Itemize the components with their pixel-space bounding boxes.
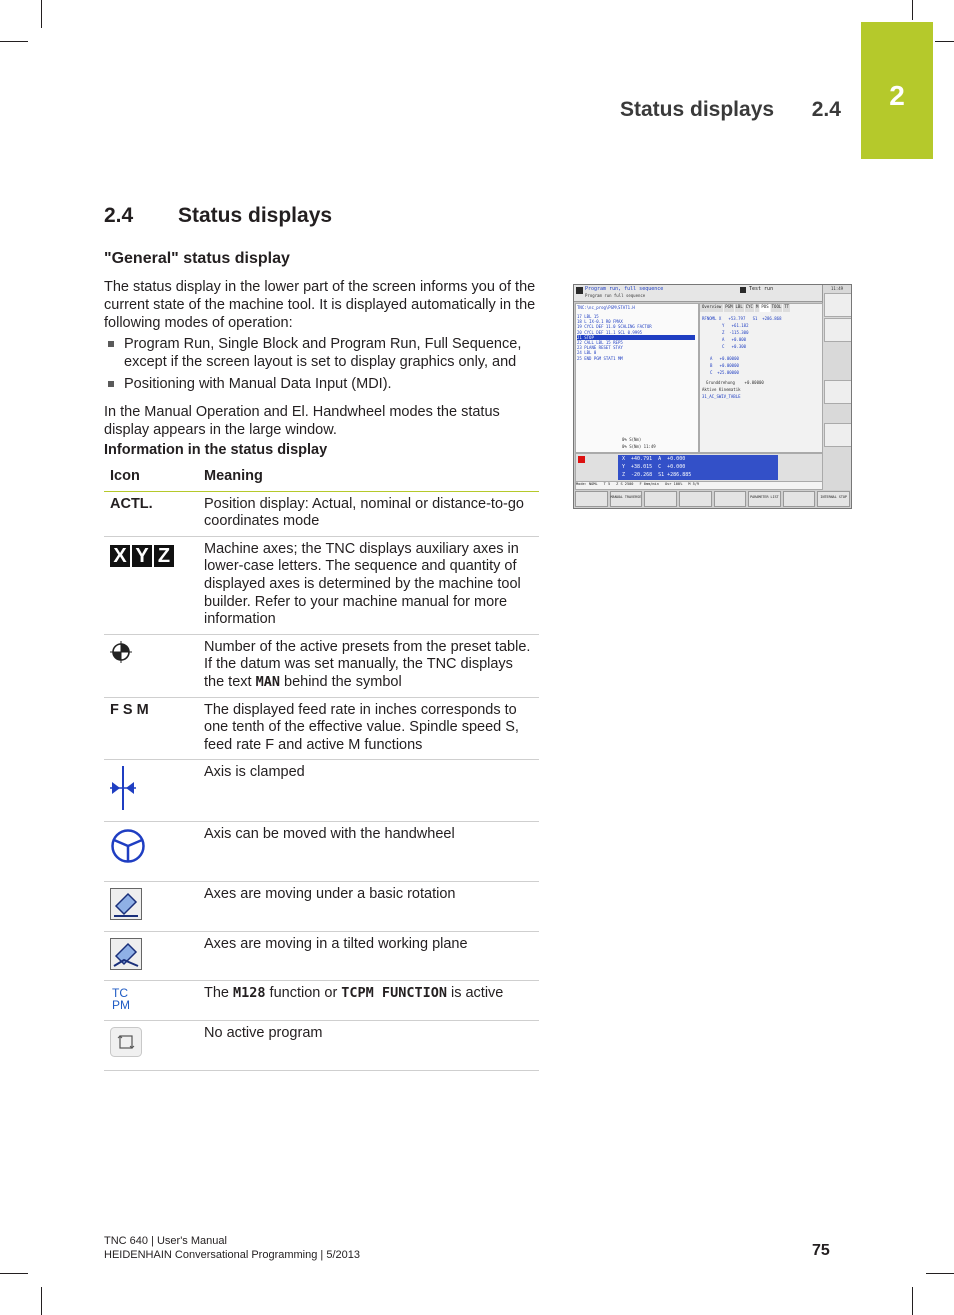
icon-cell xyxy=(104,931,198,981)
softkey-parameter-list[interactable]: PARAMETER LIST xyxy=(748,491,781,507)
readout-line: C +0.300 xyxy=(722,344,747,349)
readout-line: RFNOML X +53.797 S1 +286.868 xyxy=(702,316,782,321)
sidebar-softkey xyxy=(824,318,852,342)
status-tabs xyxy=(700,304,822,312)
tnc-screenshot xyxy=(573,284,852,509)
axis-value: B +0.00000 xyxy=(710,363,739,368)
icon-cell xyxy=(104,760,198,822)
softkey[interactable] xyxy=(679,491,712,507)
status-item: T 5 xyxy=(603,482,611,486)
basic-rotation-icon xyxy=(110,888,142,920)
table-row xyxy=(104,1020,539,1070)
tab-cyc[interactable]: CYC xyxy=(745,304,754,312)
table-row xyxy=(104,697,539,760)
table-header-row xyxy=(104,463,539,491)
right-sidebar xyxy=(822,285,852,508)
status-panel xyxy=(699,303,823,453)
table-row xyxy=(104,491,539,536)
table-row xyxy=(104,821,539,881)
crop-mark xyxy=(41,0,42,28)
code-text: M128 xyxy=(233,985,266,1002)
program-line: 20 CYCL DEF 11.1 SCL 0.9995 xyxy=(577,329,643,335)
kinematics-value: 31_AC_SWIV_TABLE xyxy=(702,394,741,399)
icon-cell xyxy=(104,536,198,634)
section-number: 2.4 xyxy=(104,204,134,227)
readout-line: Z -115.300 xyxy=(722,330,749,335)
crop-mark xyxy=(41,1287,42,1315)
sidebar-softkey xyxy=(824,423,852,447)
table-row xyxy=(104,634,539,697)
code-text: TCPM FUNCTION xyxy=(341,985,447,1002)
position-row: Z -20.268 S1 +286.885 xyxy=(622,472,692,478)
test-run-label: Test run xyxy=(749,286,774,292)
stop-icon xyxy=(576,287,583,294)
icon-cell: F S M xyxy=(104,697,198,760)
meaning-cell: Machine axes; the TNC displays auxiliary axes in lower-case letters. The sequence and quantity of displayed axes is determined by the machine tool builder. Refer to your machine manual for more information xyxy=(198,536,539,634)
meaning-cell: The displayed feed rate in inches corresponds to one tenth of the effective value. Spindle speed S, feed rate F and active M functions xyxy=(198,697,539,760)
tab-tt[interactable]: TT xyxy=(783,304,790,312)
program-line: 25 END PGM STAT1 MM xyxy=(577,355,623,361)
softkey-internal-stop[interactable]: INTERNAL STOP xyxy=(817,491,850,507)
program-line: 18 L IX-0.1 R0 FMAX xyxy=(577,319,623,325)
meaning-cell: Number of the active presets from the preset table. If the datum was set manually, the TNC displays the text MAN behind the symbol xyxy=(198,634,539,697)
running-header-section: 2.4 xyxy=(811,98,841,121)
mode-list xyxy=(104,335,544,397)
axis-value: A +0.00000 xyxy=(710,356,739,361)
program-line-active: 21 STOP xyxy=(577,335,695,340)
tab-pos[interactable]: POS xyxy=(760,304,769,312)
table-row xyxy=(104,760,539,822)
basic-rotation-readout: Grunddrehung +0.00000 xyxy=(706,380,764,385)
icon-cell xyxy=(104,881,198,931)
table-caption: Information in the status display xyxy=(104,442,328,458)
list-item: Program Run, Single Block and Program Run, Full Sequence, except if the screen layout is set to display graphics only, and xyxy=(104,335,544,371)
meaning-cell: The M128 function or TCPM FUNCTION is active xyxy=(198,981,539,1021)
program-line: 22 CALL LBL 15 REP5 xyxy=(577,340,623,346)
tab-m[interactable]: M xyxy=(755,304,759,312)
meaning-cell: No active program xyxy=(198,1020,539,1070)
list-item: Positioning with Manual Data Input (MDI). xyxy=(104,375,544,393)
status-item: F 0mm/min xyxy=(639,482,659,486)
softkey[interactable] xyxy=(783,491,816,507)
program-line: 17 LBL 15 xyxy=(577,314,599,319)
alarm-icon xyxy=(578,456,585,463)
crop-mark xyxy=(912,0,913,20)
crop-mark xyxy=(0,41,28,42)
program-line: 24 LBL 0 xyxy=(577,350,597,356)
meaning-cell: Axis can be moved with the handwheel xyxy=(198,821,539,881)
icon-cell xyxy=(104,1020,198,1070)
time-line: 0% S(Nm) xyxy=(622,437,642,442)
axis-value: C +25.00000 xyxy=(710,370,739,375)
status-bar xyxy=(575,481,823,490)
intro-paragraph: The status display in the lower part of the screen informs you of the current state of the machine tool. It is displayed automatically in the following modes of operation: xyxy=(104,279,536,331)
sidebar-softkey xyxy=(824,380,852,404)
axis-letter: X xyxy=(110,545,130,567)
icon-cell: ACTL. xyxy=(104,491,198,536)
readout-line: A +0.000 xyxy=(722,337,747,342)
handwheel-paragraph: In the Manual Operation and El. Handwheel modes the status display appears in the large window. xyxy=(104,404,500,438)
subsection-heading: "General" status display xyxy=(104,250,290,267)
page-number: 75 xyxy=(812,1242,830,1259)
axis-letter: Z xyxy=(154,545,174,567)
tab-tool[interactable]: TOOL xyxy=(771,304,783,312)
meaning-cell: Axis is clamped xyxy=(198,760,539,822)
icon-cell xyxy=(104,634,198,697)
page-footer xyxy=(104,1234,360,1262)
clock: 11:49 xyxy=(831,286,844,291)
status-info-table xyxy=(104,463,539,1071)
tab-overview[interactable]: Overview xyxy=(700,304,723,312)
meaning-cell: Axes are moving under a basic rotation xyxy=(198,881,539,931)
program-lines xyxy=(577,314,695,361)
section-heading xyxy=(104,204,332,228)
column-header-icon: Icon xyxy=(104,463,198,491)
tab-lbl[interactable]: LBL xyxy=(735,304,744,312)
sidebar-softkey xyxy=(824,293,852,317)
footer-line: TNC 640 | User's Manual xyxy=(104,1235,227,1247)
status-item: Mode: NOML xyxy=(576,482,598,486)
tab-pgm[interactable]: PGM xyxy=(724,304,733,312)
xyz-axes-icon xyxy=(110,545,174,567)
icon-cell xyxy=(104,981,198,1021)
test-run-icon xyxy=(740,287,746,293)
chapter-number: 2 xyxy=(889,80,905,111)
time-line: 0% S(Nm) 11:49 xyxy=(622,444,656,449)
running-header xyxy=(620,98,841,122)
chapter-tab xyxy=(861,22,933,159)
handwheel-icon xyxy=(110,828,146,864)
readout-line: Y +61.182 xyxy=(722,323,749,328)
mode-title: Program run, full sequence xyxy=(585,286,664,292)
table-row xyxy=(104,536,539,634)
meaning-cell: Position display: Actual, nominal or distance-to-go coordinates mode xyxy=(198,491,539,536)
status-item: Ovr 100% xyxy=(664,482,683,486)
mode-header xyxy=(574,285,822,302)
file-path: TNC:\nc_prog\PGM\STAT1.H xyxy=(577,305,635,310)
crop-mark xyxy=(912,1287,913,1315)
running-header-title: Status displays xyxy=(620,98,775,121)
program-line: 19 CYCL DEF 11.0 SCALING FACTOR xyxy=(577,324,652,330)
softkey-manual-traverse[interactable]: MANUAL TRAVERSE xyxy=(610,491,643,507)
position-row: Y +38.015 C +0.000 xyxy=(622,464,686,470)
softkey[interactable] xyxy=(644,491,677,507)
axis-clamped-icon xyxy=(110,766,136,810)
footer-line: HEIDENHAIN Conversational Programming | 5/2013 xyxy=(104,1249,360,1261)
kinematics-label: Aktive Kinematik xyxy=(702,387,741,392)
section-title: Status displays xyxy=(178,204,333,227)
softkey[interactable] xyxy=(714,491,747,507)
status-item: Z S 2500 xyxy=(616,482,634,486)
table-row xyxy=(104,881,539,931)
table-row xyxy=(104,981,539,1021)
crop-mark xyxy=(0,1273,28,1274)
tilted-plane-icon xyxy=(110,938,142,970)
program-line: 23 PLANE RESET STAY xyxy=(577,345,623,351)
icon-cell xyxy=(104,821,198,881)
table-row xyxy=(104,931,539,981)
no-program-icon xyxy=(110,1027,142,1057)
softkey[interactable] xyxy=(575,491,608,507)
program-panel xyxy=(575,303,699,453)
crop-mark xyxy=(926,1273,954,1274)
code-text: MAN xyxy=(255,673,280,690)
meaning-cell: Axes are moving in a tilted working plane xyxy=(198,931,539,981)
preset-datum-icon xyxy=(110,641,132,663)
position-row: X +40.791 A +0.000 xyxy=(622,456,686,462)
axis-letter: Y xyxy=(132,545,152,567)
position-display xyxy=(575,453,823,482)
mode-subtitle: Program run full sequence xyxy=(585,293,646,298)
tcpm-icon: TC PM xyxy=(112,986,130,1013)
status-item: M 5/9 xyxy=(688,482,700,486)
softkey-row xyxy=(574,490,851,508)
crop-mark xyxy=(935,41,954,42)
column-header-meaning: Meaning xyxy=(198,463,539,491)
